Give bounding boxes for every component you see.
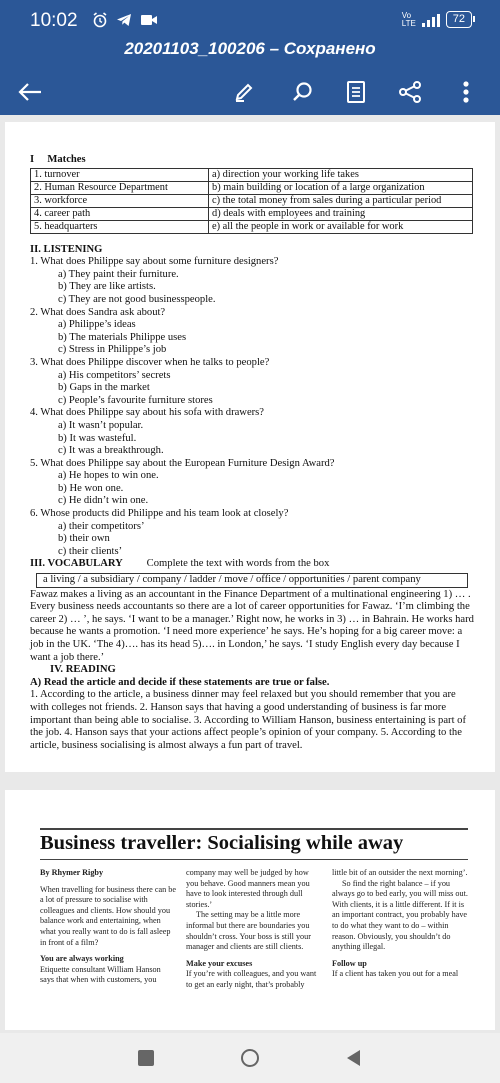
answer-option: a) His competitors’ secrets [58,369,171,381]
document-page-2 [5,790,495,1030]
answer-option: c) They are not good businesspeople. [58,293,216,305]
answer-option: b) The materials Philippe uses [58,331,187,343]
article-paragraph: company may well be judged by how you behave. Good manners mean you have to look interested through dull stories.’ [186,868,310,909]
answer-option: a) Philippe’s ideas [58,319,136,331]
answer-option: a) They paint their furniture. [58,268,179,280]
article-paragraph: So find the right balance – if you always go to bed early, you will miss out. With clients, it is a little different. If it is an important contract, you probably have to do what they want to do – within reason. Obviously, you shouldn’t do anything illegal. [332,878,468,952]
article [40,828,468,991]
worksheet [30,154,477,752]
matches-heading: Matches [47,154,86,165]
telegram-icon [116,12,132,33]
video-camera-icon [140,12,158,33]
table-row [31,207,473,220]
reading-mode-icon[interactable] [340,76,372,108]
status-bar [0,0,500,44]
section-number: I [30,154,35,165]
reading-instruction: A) Read the article and decide if these statements are true or false. [30,676,330,688]
vocabulary-instruction: Complete the text with words from the box [146,558,330,570]
back-icon[interactable] [341,1046,365,1070]
definition-cell: c) the total money from sales during a particular period [209,194,473,207]
table-row [31,220,473,233]
term-cell: 3. workforce [31,194,209,207]
clock: 10:02 [30,10,78,31]
vocabulary-heading: III. VOCABULARY [30,558,123,570]
table-row [31,194,473,207]
definition-cell: e) all the people in work or available for work [209,220,473,233]
article-paragraph: When travelling for business there can be a lot of pressure to socialise with colleagues and clients. How should you balance work and entertaining, when what you really want to do is fall asleep in front of a film? [40,884,176,947]
answer-option: b) their own [58,533,110,545]
answer-option: b) He won one. [58,482,124,494]
answer-option: b) It was wasteful. [58,432,137,444]
article-paragraph: If a client has taken you out for a meal [332,969,459,979]
answer-option: c) their clients’ [58,545,123,557]
article-subheading: Make your excuses [186,958,253,968]
reading-statements: 1. According to the article, a business dinner may feel relaxed but you should remember that you are with colleges not friends. 2. Hanson says that having a good understanding of business is far more important than being able to socialise. 3. According to William Hanson, business entertaining is part of the job. 4. Hanson says that your actions affect people’s opinion of your company. 5. According to the article, business socialising is almost always a fun part of travel. [30,689,466,751]
listening-questions [30,256,477,558]
article-title: Business traveller: Socialising while away [40,828,468,855]
answer-option: c) People’s favourite furniture stores [58,394,213,406]
article-paragraph: If you’re with colleagues, and you want to get an early night, that’s probably [186,969,317,989]
article-paragraph: Etiquette consultant William Hanson says that when with customers, you [40,964,161,985]
definition-cell: b) main building or location of a large organization [209,181,473,194]
article-column-3 [332,868,468,991]
app-header [0,0,500,115]
answer-option: a) their competitors’ [58,520,145,532]
article-column-1 [40,868,176,991]
word-box: a living / a subsidiary / company / ladder / move / office / opportunities / parent company [36,573,468,588]
answer-option: b) They are like artists. [58,281,156,293]
battery-level: 72 [446,11,472,28]
table-row [31,168,473,181]
term-cell: 4. career path [31,207,209,220]
signal-icon [422,13,440,27]
article-subheading: You are always working [40,954,124,964]
question: 3. What does Philippe discover when he talks to people? [30,356,270,368]
question: 6. Whose products did Philippe and his team look at closely? [30,508,289,520]
vocabulary-text: Fawaz makes a living as an accountant in the Finance Department of a multinational engineering 1) … . Every business needs accountants so there are a lot of career opportunities for Fawaz. ‘I’m climbing the career 2) … ’, he says. ‘I want to be a manager.’ Right now, he works in 3) … in Bahrain. He works hard because he wants a promotion. ‘I need more experience’ he says. He’s hoping for a big career move: a job in the UK. ‘The 4)…. has its head 5)…. in London,’ he says. ‘I study English every day because I want a job there.’ [30,588,474,663]
answer-option: b) Gaps in the market [58,382,150,394]
recents-icon[interactable] [134,1046,158,1070]
alarm-icon [92,12,108,33]
definition-cell: d) deals with employees and training [209,207,473,220]
article-byline: By Rhymer Rigby [40,868,104,877]
question: 2. What does Sandra ask about? [30,306,166,318]
search-icon[interactable] [287,76,319,108]
more-vert-icon[interactable] [450,76,482,108]
article-paragraph: The setting may be a little more informal but there are boundaries you shouldn’t cross. Your boss is still your manager and clients are still clients. [186,910,311,952]
back-arrow-icon[interactable] [14,76,46,108]
answer-option: c) He didn’t win one. [58,495,149,507]
pencil-icon[interactable] [228,76,260,108]
article-column-2 [186,868,322,991]
listening-heading: II. LISTENING [30,243,103,255]
document-page-1 [5,122,495,772]
article-subheading: Follow up [332,958,367,968]
document-title: 20201103_100206 – Сохранено [124,39,376,58]
toolbar [0,72,500,112]
question: 5. What does Philippe say about the European Furniture Design Award? [30,457,335,469]
answer-option: a) He hopes to win one. [58,470,159,482]
answer-option: c) Stress in Philippe’s job [58,344,167,356]
question: 1. What does Philippe say about some furniture designers? [30,256,279,268]
reading-heading: IV. READING [50,664,116,676]
question: 4. What does Philippe say about his sofa with drawers? [30,407,264,419]
navigation-bar [0,1033,500,1083]
term-cell: 2. Human Resource Department [31,181,209,194]
term-cell: 1. turnover [31,168,209,181]
definition-cell: a) direction your working life takes [209,168,473,181]
table-row [31,181,473,194]
article-paragraph: little bit of an outsider the next morning’. [332,868,468,877]
home-icon[interactable] [238,1046,262,1070]
term-cell: 5. headquarters [31,220,209,233]
network-label: Vo LTE [401,10,416,28]
answer-option: a) It wasn’t popular. [58,419,144,431]
share-icon[interactable] [394,76,426,108]
answer-option: c) It was a breakthrough. [58,445,164,457]
matches-table [30,168,473,234]
